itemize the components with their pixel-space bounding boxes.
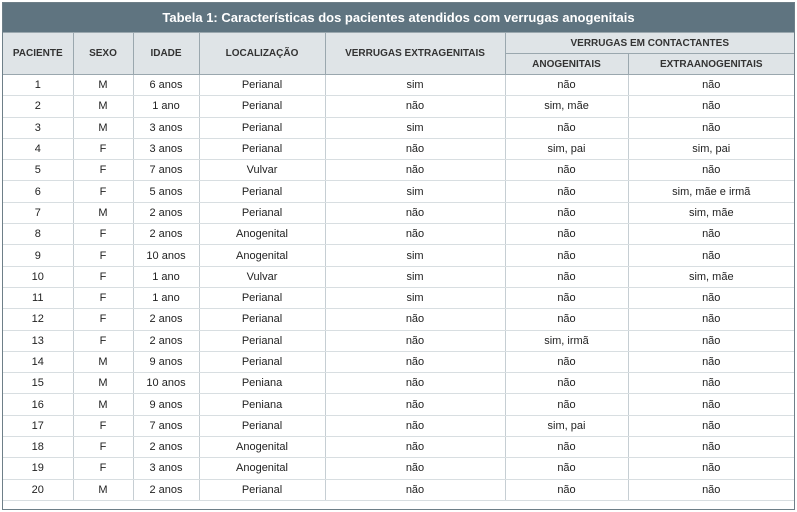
cell-localizacao: Anogenital [199, 437, 325, 458]
cell-paciente: 6 [3, 181, 73, 202]
cell-idade: 6 anos [133, 75, 199, 96]
cell-idade: 2 anos [133, 309, 199, 330]
cell-extragenitais: sim [325, 75, 505, 96]
cell-paciente: 16 [3, 394, 73, 415]
header-contactantes: VERRUGAS EM CONTACTANTES [505, 33, 794, 54]
cell-idade: 2 anos [133, 330, 199, 351]
table-row [3, 96, 794, 117]
table-row [3, 160, 794, 181]
cell-paciente: 18 [3, 437, 73, 458]
cell-contactantes-anogenitais: sim, irmã [505, 330, 628, 351]
cell-idade: 2 anos [133, 479, 199, 500]
table-row [3, 458, 794, 479]
cell-localizacao: Perianal [199, 138, 325, 159]
cell-localizacao: Perianal [199, 351, 325, 372]
cell-contactantes-extraanogenitais: sim, mãe [628, 202, 794, 223]
cell-contactantes-extraanogenitais: não [628, 96, 794, 117]
cell-localizacao: Perianal [199, 181, 325, 202]
table-row [3, 75, 794, 96]
cell-contactantes-anogenitais: não [505, 181, 628, 202]
cell-idade: 3 anos [133, 138, 199, 159]
cell-sexo: M [73, 479, 133, 500]
cell-paciente: 8 [3, 224, 73, 245]
table-row [3, 287, 794, 308]
cell-contactantes-extraanogenitais: não [628, 75, 794, 96]
cell-paciente: 11 [3, 287, 73, 308]
cell-contactantes-extraanogenitais: não [628, 160, 794, 181]
table-row [3, 117, 794, 138]
cell-contactantes-extraanogenitais: não [628, 351, 794, 372]
cell-extragenitais: sim [325, 117, 505, 138]
cell-extragenitais: sim [325, 266, 505, 287]
cell-contactantes-anogenitais: não [505, 266, 628, 287]
table-frame [2, 2, 795, 510]
header-idade: IDADE [133, 33, 199, 75]
cell-paciente: 2 [3, 96, 73, 117]
cell-idade: 3 anos [133, 458, 199, 479]
table-title: Tabela 1: Características dos pacientes atendidos com verrugas anogenitais [3, 3, 794, 32]
header-paciente: PACIENTE [3, 33, 73, 75]
cell-contactantes-extraanogenitais: não [628, 224, 794, 245]
cell-paciente: 3 [3, 117, 73, 138]
cell-localizacao: Perianal [199, 202, 325, 223]
cell-paciente: 4 [3, 138, 73, 159]
cell-sexo: F [73, 160, 133, 181]
cell-extragenitais: não [325, 330, 505, 351]
table-body [3, 75, 794, 501]
cell-sexo: F [73, 224, 133, 245]
cell-localizacao: Peniana [199, 373, 325, 394]
cell-idade: 5 anos [133, 181, 199, 202]
cell-localizacao: Anogenital [199, 224, 325, 245]
cell-sexo: F [73, 245, 133, 266]
cell-extragenitais: não [325, 202, 505, 223]
table-row [3, 202, 794, 223]
header-localizacao: LOCALIZAÇÃO [199, 33, 325, 75]
cell-contactantes-anogenitais: não [505, 287, 628, 308]
cell-sexo: F [73, 181, 133, 202]
cell-extragenitais: sim [325, 181, 505, 202]
cell-paciente: 5 [3, 160, 73, 181]
cell-idade: 7 anos [133, 160, 199, 181]
cell-contactantes-extraanogenitais: sim, pai [628, 138, 794, 159]
cell-extragenitais: não [325, 224, 505, 245]
cell-extragenitais: não [325, 309, 505, 330]
cell-idade: 10 anos [133, 245, 199, 266]
cell-localizacao: Perianal [199, 96, 325, 117]
cell-paciente: 9 [3, 245, 73, 266]
cell-contactantes-anogenitais: não [505, 117, 628, 138]
cell-localizacao: Anogenital [199, 245, 325, 266]
cell-contactantes-anogenitais: não [505, 202, 628, 223]
cell-sexo: F [73, 415, 133, 436]
table-row [3, 224, 794, 245]
cell-sexo: F [73, 330, 133, 351]
cell-sexo: M [73, 373, 133, 394]
cell-contactantes-anogenitais: sim, pai [505, 415, 628, 436]
table-row [3, 479, 794, 500]
cell-extragenitais: não [325, 437, 505, 458]
cell-contactantes-extraanogenitais: não [628, 117, 794, 138]
cell-paciente: 15 [3, 373, 73, 394]
cell-paciente: 1 [3, 75, 73, 96]
cell-contactantes-extraanogenitais: não [628, 245, 794, 266]
header-extraanogenitais: EXTRAANOGENITAIS [628, 54, 794, 75]
cell-contactantes-anogenitais: não [505, 224, 628, 245]
cell-sexo: M [73, 394, 133, 415]
cell-localizacao: Vulvar [199, 266, 325, 287]
cell-idade: 3 anos [133, 117, 199, 138]
table-row [3, 351, 794, 372]
cell-contactantes-extraanogenitais: não [628, 309, 794, 330]
cell-contactantes-extraanogenitais: não [628, 373, 794, 394]
cell-contactantes-anogenitais: não [505, 373, 628, 394]
cell-idade: 9 anos [133, 394, 199, 415]
cell-contactantes-anogenitais: não [505, 245, 628, 266]
cell-paciente: 7 [3, 202, 73, 223]
cell-sexo: F [73, 266, 133, 287]
cell-contactantes-extraanogenitais: não [628, 479, 794, 500]
cell-localizacao: Anogenital [199, 458, 325, 479]
cell-sexo: M [73, 75, 133, 96]
cell-extragenitais: não [325, 160, 505, 181]
cell-idade: 2 anos [133, 224, 199, 245]
cell-sexo: M [73, 351, 133, 372]
cell-contactantes-anogenitais: não [505, 479, 628, 500]
cell-contactantes-anogenitais: sim, pai [505, 138, 628, 159]
cell-sexo: F [73, 287, 133, 308]
cell-sexo: M [73, 117, 133, 138]
cell-paciente: 17 [3, 415, 73, 436]
cell-localizacao: Perianal [199, 117, 325, 138]
cell-extragenitais: não [325, 415, 505, 436]
cell-paciente: 19 [3, 458, 73, 479]
cell-contactantes-anogenitais: sim, mãe [505, 96, 628, 117]
cell-sexo: F [73, 458, 133, 479]
cell-contactantes-extraanogenitais: não [628, 394, 794, 415]
table-row [3, 330, 794, 351]
cell-localizacao: Perianal [199, 479, 325, 500]
cell-paciente: 13 [3, 330, 73, 351]
cell-sexo: F [73, 309, 133, 330]
cell-idade: 2 anos [133, 202, 199, 223]
cell-contactantes-extraanogenitais: não [628, 437, 794, 458]
cell-paciente: 10 [3, 266, 73, 287]
cell-extragenitais: não [325, 458, 505, 479]
table-row [3, 309, 794, 330]
cell-paciente: 14 [3, 351, 73, 372]
cell-contactantes-extraanogenitais: sim, mãe [628, 266, 794, 287]
cell-sexo: F [73, 138, 133, 159]
cell-contactantes-anogenitais: não [505, 309, 628, 330]
cell-localizacao: Perianal [199, 330, 325, 351]
cell-paciente: 12 [3, 309, 73, 330]
cell-localizacao: Perianal [199, 287, 325, 308]
table-row [3, 138, 794, 159]
cell-extragenitais: não [325, 351, 505, 372]
header-sexo: SEXO [73, 33, 133, 75]
cell-extragenitais: não [325, 373, 505, 394]
cell-contactantes-extraanogenitais: não [628, 415, 794, 436]
cell-sexo: M [73, 202, 133, 223]
table-row [3, 394, 794, 415]
cell-localizacao: Perianal [199, 415, 325, 436]
cell-contactantes-extraanogenitais: não [628, 330, 794, 351]
header-extragenitais: VERRUGAS EXTRAGENITAIS [325, 33, 505, 75]
patients-table [3, 32, 794, 501]
cell-contactantes-anogenitais: não [505, 75, 628, 96]
cell-idade: 1 ano [133, 287, 199, 308]
table-row [3, 245, 794, 266]
cell-idade: 2 anos [133, 437, 199, 458]
cell-extragenitais: não [325, 479, 505, 500]
cell-contactantes-anogenitais: não [505, 351, 628, 372]
cell-idade: 10 anos [133, 373, 199, 394]
cell-sexo: M [73, 96, 133, 117]
cell-contactantes-anogenitais: não [505, 160, 628, 181]
cell-extragenitais: não [325, 394, 505, 415]
cell-contactantes-anogenitais: não [505, 458, 628, 479]
cell-idade: 1 ano [133, 96, 199, 117]
cell-extragenitais: sim [325, 287, 505, 308]
cell-sexo: F [73, 437, 133, 458]
cell-extragenitais: não [325, 138, 505, 159]
cell-paciente: 20 [3, 479, 73, 500]
cell-localizacao: Vulvar [199, 160, 325, 181]
cell-contactantes-anogenitais: não [505, 394, 628, 415]
cell-contactantes-extraanogenitais: não [628, 458, 794, 479]
cell-contactantes-extraanogenitais: não [628, 287, 794, 308]
table-row [3, 373, 794, 394]
cell-contactantes-anogenitais: não [505, 437, 628, 458]
cell-contactantes-extraanogenitais: sim, mãe e irmã [628, 181, 794, 202]
header-anogenitais: ANOGENITAIS [505, 54, 628, 75]
table-row [3, 181, 794, 202]
table-row [3, 266, 794, 287]
cell-idade: 1 ano [133, 266, 199, 287]
cell-extragenitais: sim [325, 245, 505, 266]
cell-localizacao: Peniana [199, 394, 325, 415]
cell-localizacao: Perianal [199, 75, 325, 96]
cell-extragenitais: não [325, 96, 505, 117]
cell-idade: 7 anos [133, 415, 199, 436]
table-row [3, 415, 794, 436]
table-row [3, 437, 794, 458]
cell-idade: 9 anos [133, 351, 199, 372]
cell-localizacao: Perianal [199, 309, 325, 330]
